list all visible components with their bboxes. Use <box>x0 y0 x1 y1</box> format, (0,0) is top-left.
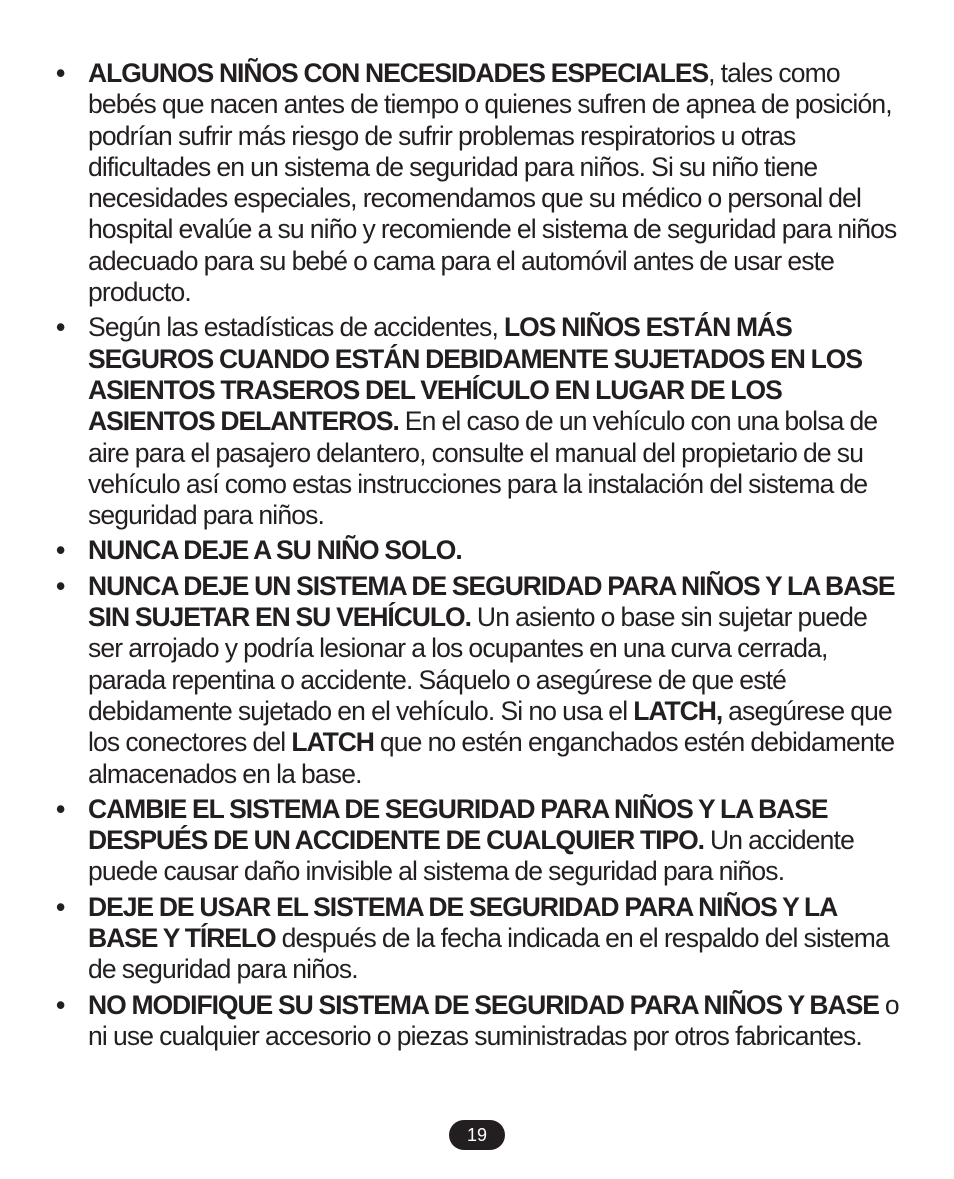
warning-heading: LOS NIÑOS ESTÁN MÁS SEGUROS CUANDO ESTÁN DEBIDAMENTE SUJETADOS EN LOS ASIENTOS TRASEROS DEL VEHÍCULO EN LUGAR DE LOS ASIENTOS DELANTEROS. <box>88 312 862 437</box>
warning-text: Un asiento o base sin sujetar puede ser arrojado y podría lesionar a los ocupantes en una curva cerrada, parada repentina o accidente. Sáquelo o asegúrese de que esté debidamente sujetado en el vehículo. Si no usa el <box>88 602 867 726</box>
warning-text: después de la fecha indicada en el respaldo del sistema de seguridad para niños. <box>88 923 889 985</box>
bullet-icon: • <box>56 312 65 343</box>
warning-item-replace-after-accident <box>56 794 904 888</box>
warning-heading: NO MODIFIQUE SU SISTEMA DE SEGURIDAD PARA NIÑOS Y BASE <box>88 989 879 1020</box>
warning-heading: ALGUNOS NIÑOS CON NECESIDADES ESPECIALES <box>88 58 709 88</box>
bullet-icon: • <box>56 891 65 922</box>
warning-heading: DEJE DE USAR EL SISTEMA DE SEGURIDAD PARA NIÑOS Y LA BASE Y TÍRELO <box>88 891 837 954</box>
bullet-icon: • <box>56 793 65 824</box>
warning-text: Un accidente puede causar daño invisible al sistema de seguridad para niños. <box>88 825 854 887</box>
warning-item-never-alone <box>56 535 904 566</box>
warning-text: o ni use cualquier accesorio o piezas suministradas por otros fabricantes. <box>88 989 899 1051</box>
bullet-icon: • <box>56 58 65 88</box>
warning-item-unsecured-seat <box>56 571 904 790</box>
page-number-badge: 19 <box>449 1120 505 1150</box>
warning-item-no-modify <box>56 990 904 1053</box>
warning-heading: NUNCA DEJE UN SISTEMA DE SEGURIDAD PARA NIÑOS Y LA BASE SIN SUJETAR EN SU VEHÍCULO. <box>88 570 895 633</box>
bullet-icon: • <box>56 535 65 566</box>
bullet-icon: • <box>56 989 65 1020</box>
warning-item-rear-seat <box>56 312 904 531</box>
latch-term: LATCH, <box>633 695 723 726</box>
warning-item-expiration <box>56 892 904 986</box>
warning-text-continued: asegúrese que los conectores del <box>88 695 892 758</box>
warning-heading: CAMBIE EL SISTEMA DE SEGURIDAD PARA NIÑOS Y LA BASE DESPUÉS DE UN ACCIDENTE DE CUALQUIER TIPO. <box>88 793 828 856</box>
latch-term: LATCH <box>291 727 374 758</box>
bullet-icon: • <box>56 570 65 601</box>
warning-item-special-needs <box>56 58 904 308</box>
warning-text: , tales como bebés que nacen antes de tiempo o quienes sufren de apnea de posición, podrían sufrir más riesgo de sufrir problemas respiratorios u otras dificultades en un sistema de seguridad para niños. Si su niño tiene necesidades especiales, recomendamos que su médico o personal del hospital evalúe a su niño y recomiende el sistema de seguridad para niños adecuado para su bebé o cama para el automóvil antes de usar este producto. <box>88 58 897 308</box>
warning-text: En el caso de un vehículo con una bolsa de aire para el pasajero delantero, consulte el manual del propietario de su vehículo así como estas instrucciones para la instalación del sistema de seguridad para niños. <box>88 406 878 531</box>
warning-heading: NUNCA DEJE A SU NIÑO SOLO. <box>88 535 462 566</box>
warning-text-end: que no estén enganchados estén debidamente almacenados en la base. <box>88 727 895 789</box>
safety-warning-list <box>56 58 904 1056</box>
warning-lead-text: Según las estadísticas de accidentes, <box>88 312 504 343</box>
